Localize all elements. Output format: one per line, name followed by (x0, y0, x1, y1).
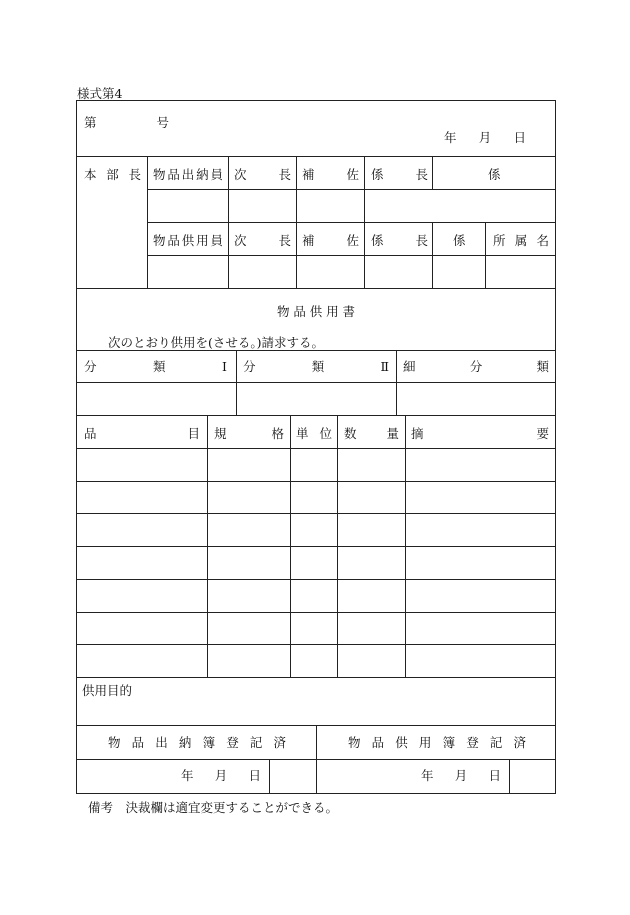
header-jicho-2 (234, 235, 291, 248)
registry-right-label (348, 737, 526, 750)
char: 号 (156, 115, 169, 130)
v-items (290, 415, 291, 677)
request-title (277, 306, 355, 319)
char: 年 (181, 768, 194, 783)
h-item-row (76, 481, 556, 482)
char: 記 (489, 735, 503, 750)
header-kakaricho (371, 169, 428, 182)
header-hosa (302, 169, 359, 182)
request-statement: 次のとおり供用を(させる。)請求する。 (108, 335, 325, 350)
h-item-row (76, 546, 556, 547)
char: 分 (243, 359, 256, 374)
char: 単 (296, 426, 309, 441)
char: 物 (153, 167, 166, 182)
header-suitouin (153, 169, 223, 182)
date-label (444, 132, 526, 145)
char: 規 (214, 426, 227, 441)
char: 供 (395, 735, 408, 750)
char: 名 (536, 233, 549, 248)
char: 類 (311, 359, 325, 374)
char: 供 (181, 233, 195, 248)
h-items-header (76, 448, 556, 449)
h-request-bottom (76, 350, 556, 351)
h-approval-3 (147, 255, 556, 256)
char: 登 (466, 735, 479, 750)
char: 簿 (442, 735, 456, 750)
char: 摘 (411, 426, 424, 441)
char: 月 (454, 768, 468, 783)
v-registry (509, 759, 510, 794)
classification-2 (243, 361, 389, 374)
char: 物 (277, 304, 290, 319)
char: 納 (196, 167, 209, 182)
char: 済 (513, 735, 526, 750)
header-jicho (234, 169, 291, 182)
char: 日 (488, 768, 501, 783)
h-item-row (76, 579, 556, 580)
char: 次 (234, 233, 247, 248)
char: 係 (371, 167, 384, 182)
header-kakaricho-2 (371, 235, 428, 248)
char: 細 (403, 359, 416, 374)
v-approval (228, 156, 229, 288)
h-header-bottom (76, 156, 556, 157)
remark-note: 備考 決裁欄は適宜変更することができる。 (88, 800, 339, 815)
char: 月 (478, 130, 492, 145)
v-class (236, 350, 237, 415)
v-approval (364, 156, 365, 288)
char: 補 (302, 167, 315, 182)
char: 長 (278, 233, 291, 248)
char: 用 (326, 304, 339, 319)
char: 補 (302, 233, 315, 248)
char: 品 (131, 735, 145, 750)
v-approval (147, 156, 148, 288)
char: Ⅱ (380, 359, 389, 374)
col-suryo (344, 428, 399, 441)
col-tani (296, 428, 332, 441)
number-label-text (84, 117, 169, 130)
char: 物 (153, 233, 166, 248)
registry-left-date (181, 770, 261, 783)
h-approval-2 (147, 222, 556, 223)
header-honbucho (84, 169, 141, 182)
v-class (396, 350, 397, 415)
v-items (207, 415, 208, 677)
registry-right-date (421, 770, 501, 783)
char: 品 (371, 735, 385, 750)
col-hinmoku (84, 428, 200, 441)
char: 済 (273, 735, 286, 750)
char: 日 (248, 768, 261, 783)
char: 分 (84, 359, 97, 374)
char: 品 (167, 167, 180, 182)
h-approval-1 (147, 189, 556, 190)
char: Ⅰ (222, 359, 227, 374)
char: 物 (108, 735, 121, 750)
h-item-row (76, 644, 556, 645)
char: 本 (84, 167, 97, 182)
h-class-header (76, 382, 556, 383)
char: 書 (342, 304, 355, 319)
char: 員 (210, 167, 223, 182)
header-kakari: 係 (488, 167, 501, 182)
h-items-bottom (76, 677, 556, 678)
char: 長 (415, 167, 428, 182)
char: 年 (444, 130, 457, 145)
char: 記 (249, 735, 263, 750)
char: 用 (418, 735, 432, 750)
char: 納 (178, 735, 192, 750)
char: 簿 (202, 735, 216, 750)
char: 格 (271, 426, 284, 441)
v-items (337, 415, 338, 677)
char: 部 (106, 167, 119, 182)
char: 日 (513, 130, 526, 145)
col-tekiyo (411, 428, 549, 441)
char: 長 (415, 233, 428, 248)
char: 属 (514, 233, 528, 248)
v-approval (485, 222, 486, 288)
char: 目 (187, 426, 200, 441)
char: 所 (493, 233, 506, 248)
char: 品 (84, 426, 97, 441)
char: 長 (278, 167, 291, 182)
v-registry (316, 725, 317, 794)
v-approval (296, 156, 297, 288)
char: 第 (84, 115, 97, 130)
char: 係 (371, 233, 384, 248)
char: 年 (421, 768, 434, 783)
char: 要 (536, 426, 549, 441)
char: 佐 (346, 167, 359, 182)
char: 位 (319, 426, 332, 441)
char: 登 (226, 735, 239, 750)
classification-1 (84, 361, 227, 374)
header-kakari-2: 係 (453, 233, 466, 248)
char: 出 (181, 167, 195, 182)
header-hosa-2 (302, 235, 359, 248)
char: 量 (386, 426, 399, 441)
char: 佐 (346, 233, 359, 248)
char: 類 (153, 359, 166, 374)
char: 分 (469, 359, 483, 374)
number-label (84, 117, 169, 130)
h-approval-bottom (76, 288, 556, 289)
h-item-row (76, 612, 556, 613)
h-class-bottom (76, 415, 556, 416)
header-shozokumei (493, 235, 549, 248)
char: 次 (234, 167, 247, 182)
v-registry (269, 759, 270, 794)
char: 物 (348, 735, 361, 750)
col-kikaku (214, 428, 284, 441)
char: 出 (155, 735, 168, 750)
v-items (405, 415, 406, 677)
classification-3 (403, 361, 549, 374)
char: 供 (309, 304, 323, 319)
form-number-label: 様式第4 (77, 86, 123, 101)
char: 品 (293, 304, 306, 319)
v-approval (432, 222, 433, 288)
char: 品 (167, 233, 180, 248)
char: 員 (210, 233, 223, 248)
char: 長 (128, 167, 141, 182)
char: 月 (214, 768, 228, 783)
char: 数 (344, 426, 357, 441)
char: 類 (536, 359, 549, 374)
header-kyoyoin (153, 235, 223, 248)
v-approval (432, 156, 433, 189)
char: 用 (196, 233, 209, 248)
purpose-label: 供用目的 (82, 683, 133, 698)
registry-left-label (108, 737, 286, 750)
h-item-row (76, 513, 556, 514)
form-frame (76, 100, 556, 794)
